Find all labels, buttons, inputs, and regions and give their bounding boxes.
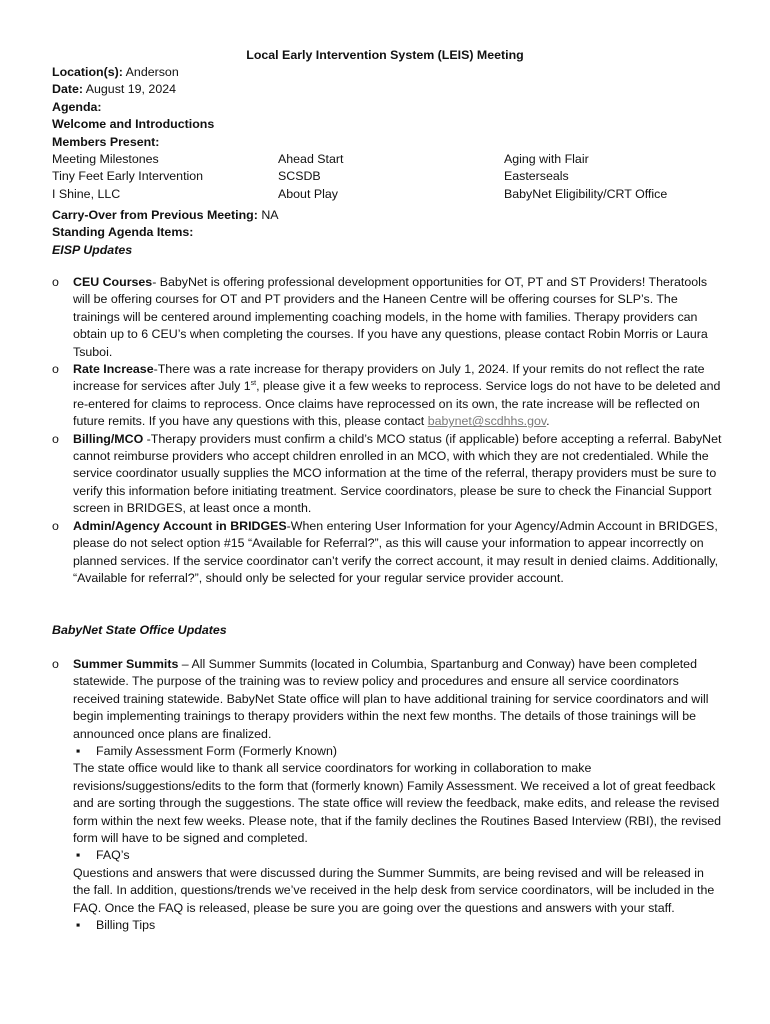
- standing-items-label: Standing Agenda Items:: [52, 225, 194, 240]
- hollow-bullet-icon: o: [52, 362, 59, 377]
- list-item: [52, 656, 722, 935]
- location-label: Location(s):: [52, 65, 123, 79]
- member-name: SCSDB: [278, 169, 321, 184]
- member-name: Aging with Flair: [504, 152, 589, 166]
- member-name: BabyNet Eligibility/CRT Office: [504, 186, 668, 201]
- state-office-heading: BabyNet State Office Updates: [52, 623, 227, 637]
- list-item-text: [73, 361, 722, 431]
- item-body: , please give it a few weeks to reprocess. Service logs do not have to be deleted and re-entered for claims to reprocess. Once claims have reprocessed on its own, the rate increase will be reflected on future remits. If you have any questions with this, please contact: [73, 379, 721, 429]
- members-column-3: [504, 151, 667, 203]
- item-heading: Rate Increase: [73, 362, 154, 377]
- state-office-list: [52, 656, 722, 935]
- carry-over-value: NA: [261, 208, 279, 222]
- sub-item: [73, 743, 722, 760]
- sub-item: [73, 917, 722, 934]
- list-item-text: [73, 656, 722, 743]
- carry-over-label: Carry-Over from Previous Meeting:: [52, 208, 258, 222]
- list-item-text: [73, 274, 722, 361]
- list-item: [52, 518, 722, 588]
- carry-over-block: [52, 207, 279, 242]
- sub-item-label: Family Assessment Form (Formerly Known): [96, 744, 337, 759]
- sub-item-label: FAQ’s: [96, 848, 130, 863]
- hollow-bullet-icon: o: [52, 275, 59, 289]
- hollow-bullet-icon: o: [52, 657, 59, 671]
- member-name: About Play: [278, 186, 338, 201]
- item-body: -When entering User Information for your Agency/Admin Account in BRIDGES, please do not select option #15 “Available for Referral?”, as this will cause your information to appear incorrectly on planned services. If the service coordinator can’t verify the correct account, it may result in denied claims. Additionally, “Available for referral?”, should only be selected for your regular service provider account.: [73, 518, 719, 585]
- member-name: I Shine, LLC: [52, 186, 121, 201]
- list-item: [52, 274, 722, 361]
- item-heading: CEU Courses: [73, 275, 153, 289]
- eisp-heading: EISP Updates: [52, 243, 133, 257]
- date-label: Date:: [52, 82, 83, 97]
- meeting-meta: [52, 64, 214, 151]
- ordinal-suffix: st: [250, 380, 257, 388]
- item-heading: Billing/MCO: [73, 431, 144, 446]
- item-body: – All Summer Summits (located in Columbia, Spartanburg and Conway) have been completed statewide. The purpose of the training was to review policy and procedures and ensure all service coordinators received training statewide. BabyNet State office will plan to have additional training for service coordinators and will begin implementing trainings to therapy providers within the next few months. The details of those trainings will be announced once plans are finalized.: [73, 657, 709, 741]
- item-body: -Therapy providers must confirm a child’s MCO status (if applicable) before accepting a referral. BabyNet cannot reimburse providers who accept children enrolled in an MCO, with which they are not credentialed. While the service coordinator usually supplies the MCO information at the time of the referral, therapy providers must be sure to verify this information before initiating treatment. Service coordinators, please be sure to check the Financial Support screen in BRIDGES, at least once a month.: [73, 431, 722, 516]
- square-bullet-icon: ▪: [76, 848, 81, 863]
- list-item-text: [73, 431, 722, 518]
- hollow-bullet-icon: o: [52, 518, 59, 533]
- item-body: .: [546, 414, 550, 429]
- carry-over-row: [52, 207, 279, 224]
- eisp-list: [52, 274, 722, 587]
- hollow-bullet-icon: o: [52, 431, 59, 446]
- sub-item-text: The state office would like to thank all service coordinators for working in collaboration to make revisions/suggestions/edits to the form that (formerly known) Family Assessment. We received a lot of great feedback and are sorting through the suggestions. The state office will review the feedback, make edits, and release the revised form within the next few weeks. Please note, that if the family declines the Routines Based Interview (RBI), the revised form will have to be signed and completed.: [73, 761, 722, 846]
- date-value: August 19, 2024: [85, 82, 176, 97]
- member-name: Meeting Milestones: [52, 152, 159, 166]
- welcome-label: Welcome and Introductions: [52, 117, 215, 132]
- agenda-label: Agenda:: [52, 99, 102, 114]
- item-heading: Summer Summits: [73, 657, 179, 671]
- sub-item-label: Billing Tips: [96, 918, 156, 933]
- item-heading: Admin/Agency Account in BRIDGES: [73, 518, 287, 533]
- members-column-1: [52, 151, 203, 203]
- list-item: [52, 431, 722, 518]
- page-title: Local Early Intervention System (LEIS) Meeting: [246, 48, 524, 62]
- list-item-text: [73, 518, 722, 588]
- members-label: Members Present:: [52, 134, 160, 149]
- date-row: [52, 81, 214, 98]
- item-body: - BabyNet is offering professional development opportunities for OT, PT and ST Providers! Theratools will be offering courses for OT and PT providers and the Haneen Centre will be offering courses for SLP’s. The trainings will be centered around implementing coaching models, in the home with families. Therapy providers can obtain up to 6 CEU’s when completing the courses. If you have any questions, please contact Robin Morris or Laura Tsuboi.: [73, 275, 708, 359]
- square-bullet-icon: ▪: [76, 744, 81, 759]
- location-row: [52, 64, 214, 81]
- sub-item: [73, 847, 722, 864]
- member-name: Tiny Feet Early Intervention: [52, 169, 204, 184]
- list-item: [52, 361, 722, 431]
- sub-item-text: Questions and answers that were discussed during the Summer Summits, are being revised and will be released in the fall. In addition, questions/trends we’ve received in the help desk from service coordinators, will be included in the FAQ. Once the FAQ is released, please be sure you are going over the questions and answers with your staff.: [73, 865, 715, 915]
- member-name: Ahead Start: [278, 152, 344, 166]
- square-bullet-icon: ▪: [76, 918, 81, 933]
- member-name: Easterseals: [504, 169, 569, 184]
- members-column-2: [278, 151, 343, 203]
- location-value: Anderson: [125, 65, 179, 79]
- item-body: -There was a rate increase for therapy providers on July 1, 2024. If your remits do not reflect the rate increase for services after July 1: [73, 362, 705, 394]
- email-link[interactable]: babynet@scdhhs.gov: [427, 414, 547, 429]
